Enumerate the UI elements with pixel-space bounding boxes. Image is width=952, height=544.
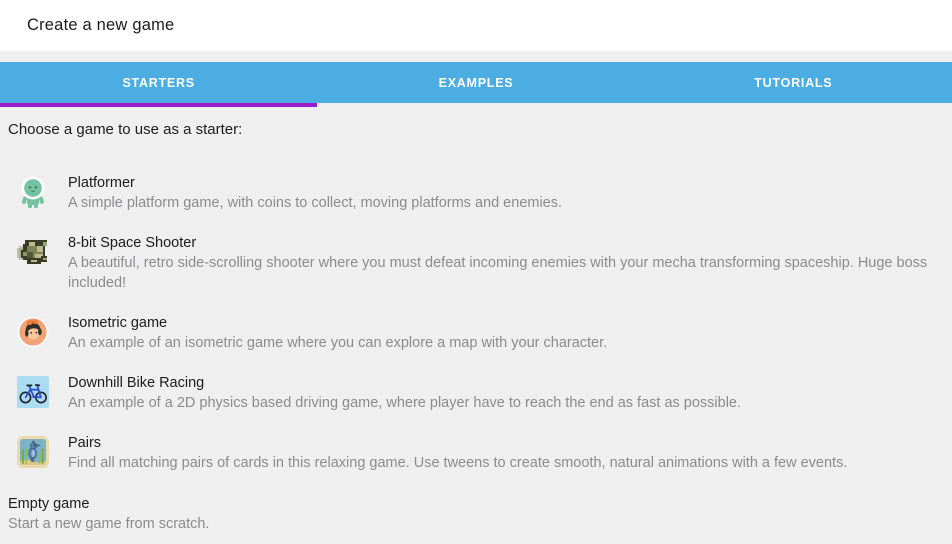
dialog-title: Create a new game xyxy=(27,16,175,34)
empty-game-description: Start a new game from scratch. xyxy=(8,516,210,532)
starter-description: A beautiful, retro side-scrolling shooter where you must defeat incoming enemies with your mecha transforming spaceship. Huge boss included! xyxy=(68,255,928,291)
list-item-empty-game[interactable] xyxy=(8,490,944,534)
empty-game-title: Empty game xyxy=(8,496,90,512)
tab-tutorials[interactable]: TUTORIALS xyxy=(754,75,833,90)
tab-bar xyxy=(0,62,952,107)
starter-description: An example of an isometric game where you can explore a map with your character. xyxy=(68,335,608,351)
starter-list xyxy=(8,170,944,534)
starter-description: Find all matching pairs of cards in this relaxing game. Use tweens to create smooth, natural animations with a few events. xyxy=(68,455,848,471)
tab-indicator-track xyxy=(0,103,952,107)
list-item-space-shooter[interactable] xyxy=(8,230,944,293)
starter-title: 8-bit Space Shooter xyxy=(68,235,197,251)
starter-prompt: Choose a game to use as a starter: xyxy=(8,121,243,138)
list-item-bike-racing[interactable] xyxy=(8,370,944,413)
bike-icon xyxy=(17,376,49,408)
starter-title: Pairs xyxy=(68,435,102,451)
active-tab-indicator xyxy=(0,103,317,107)
platformer-icon xyxy=(17,176,49,208)
starter-title: Downhill Bike Racing xyxy=(68,375,205,391)
starter-description: A simple platform game, with coins to collect, moving platforms and enemies. xyxy=(68,195,563,211)
list-item-platformer[interactable] xyxy=(8,170,944,213)
tab-starters[interactable]: STARTERS xyxy=(122,75,195,90)
list-item-isometric[interactable] xyxy=(8,310,944,353)
starter-description: An example of a 2D physics based driving game, where player have to reach the end as fast as possible. xyxy=(68,395,742,411)
dialog-header xyxy=(0,0,952,51)
list-item-pairs[interactable] xyxy=(8,430,944,473)
tab-examples[interactable]: EXAMPLES xyxy=(438,75,514,90)
isometric-avatar-icon xyxy=(17,316,49,348)
starter-panel xyxy=(0,107,952,534)
starter-title: Platformer xyxy=(68,175,135,191)
seahorse-card-icon xyxy=(17,436,49,468)
starter-title: Isometric game xyxy=(68,315,168,331)
space-shooter-icon xyxy=(17,236,49,268)
